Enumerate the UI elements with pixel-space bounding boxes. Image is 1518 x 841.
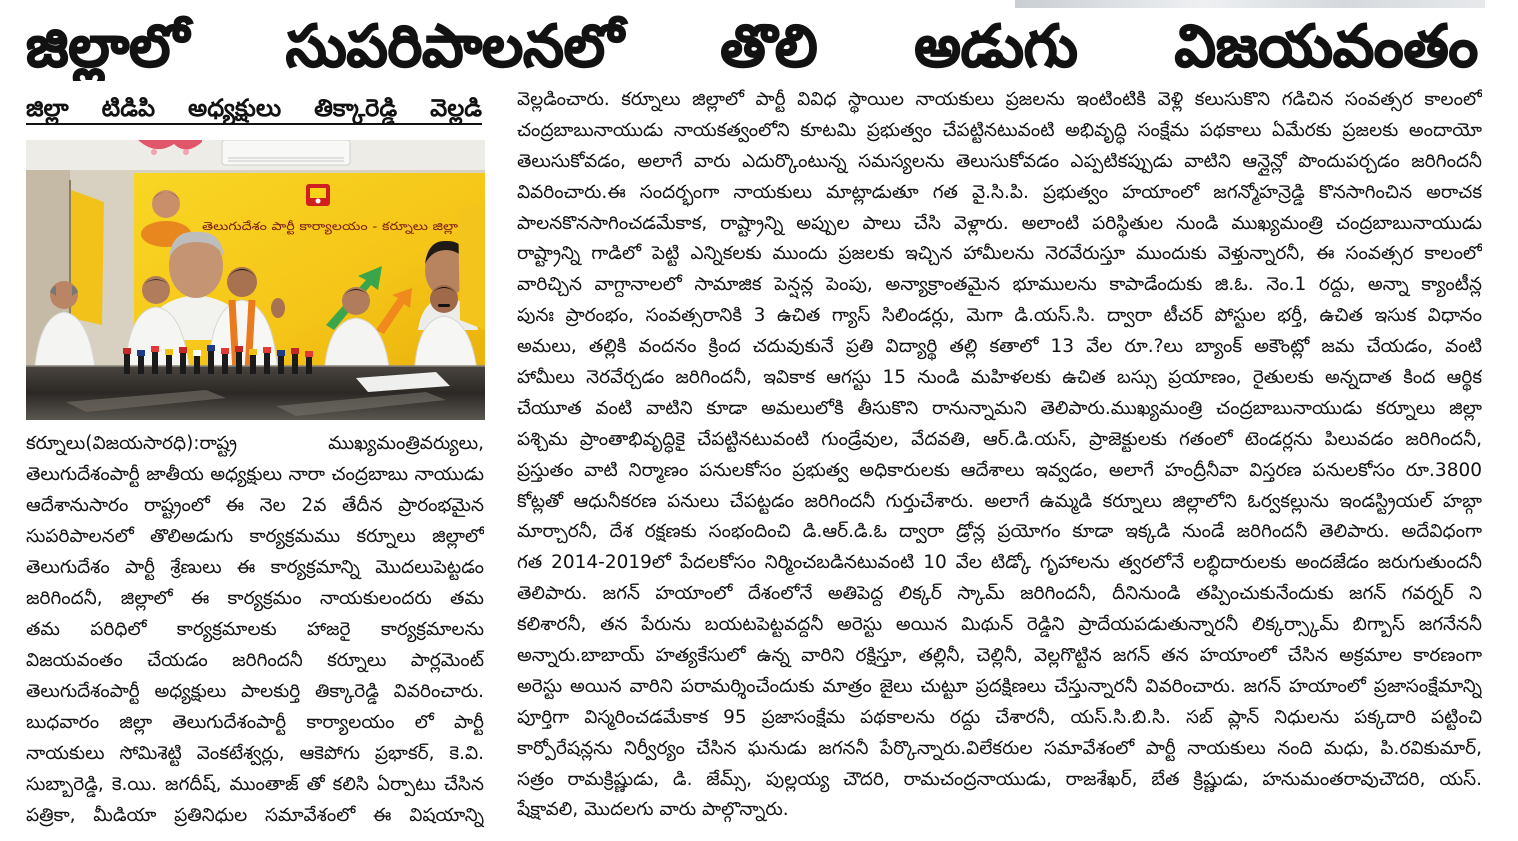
text-line-content: పునః ప్రారంభం, సంవత్సరానికి 3 ఉచిత గ్యాస్ సిలిండర్లు, మెగా డి.యస్.సి. ద్వారా టీచర్ పోస్టుల భర్తీ, ఉచిత ఇసుక విధానం [517, 305, 1482, 327]
microphone-cap [277, 350, 285, 356]
person-5-mustache [438, 304, 450, 307]
person-3-scarf-left [232, 300, 236, 372]
party-logo [306, 184, 330, 206]
text-line [517, 610, 1482, 641]
microphone [124, 352, 130, 374]
text-line [517, 579, 1482, 610]
text-line-content: అరెస్టు అయిన వారిని పరామర్శించేందుకు మాత్రం జైలు చుట్టూ ప్రదక్షిణలు చేస్తున్నారనీ వివరించారు. జగన్ హయాంలో ప్రజాసంక్షేమాన్ని [517, 675, 1482, 697]
microphone [278, 354, 284, 374]
text-line-content: ఆదేశానుసారం రాష్ట్రంలో ఈ నెల 2వ తేదీన ప్రారంభమైన [26, 495, 484, 516]
text-line-content: పత్రికా, మీడియా ప్రతినిధుల సమావేశంలో ఈ విషయాన్ని [26, 805, 484, 826]
text-line-content: బుధవారం జిల్లా తెలుగుదేశంపార్టీ కార్యాలయం లో పార్టీ [26, 712, 484, 733]
person-3-head [227, 267, 257, 297]
headline-text: జిల్లాలో సుపరిపాలనలో తొలి అడుగు విజయవంతం [26, 12, 1478, 80]
microphone-cap [165, 349, 173, 355]
person-4-head [342, 287, 370, 315]
microphone [208, 349, 214, 374]
text-line-content: చంద్రబాబునాయుడు నాయకత్వంలోని కూటమి ప్రభుత్వం చేపట్టినటువంటి అభివృద్ధి సంక్షేమ పథకాలు ఏమేరకు ప్రజలకు అందాయో [517, 119, 1482, 141]
microphone-cap [291, 348, 299, 354]
microphone [194, 354, 200, 374]
text-line [26, 645, 484, 676]
text-line [517, 85, 1482, 116]
text-line-content: పశ్చిమ ప్రాంతాభివృద్ధికై చేపట్టినటువంటి గుండ్రేవుల, వేదవతి, ఆర్.డి.యస్, ప్రాజెక్టులకు గతంలో టెండర్లను పిలువడం జరిగిందనీ, [517, 428, 1482, 450]
headline [26, 11, 1478, 81]
person-1-head [50, 281, 78, 309]
microphone [236, 350, 242, 374]
text-line [517, 487, 1482, 518]
microphone-cap [137, 350, 145, 356]
text-line [517, 147, 1482, 178]
text-line-content: అమలు, తల్లికి వందనం క్రింద చదువుకునే ప్రతి విద్యార్థి తల్లి కతాలో 13 వేల రూ.?లు బ్యాంక్ అకౌంట్లో జమ చేయడం, వంటి [517, 336, 1482, 358]
microphone [250, 353, 256, 374]
portrait-head [152, 190, 180, 218]
text-line [26, 676, 484, 707]
text-line-content: మార్చారనీ, దేశ రక్షణకు సంభందించి డి.ఆర్.డి.ఓ ద్వారా డ్రోన్ల ప్రయోగం కూడా ఇక్కడి నుండే జరిగిందనీ తెలిపారు. అదేవిధంగా [517, 521, 1482, 543]
text-line [517, 425, 1482, 456]
right-flag [458, 202, 485, 330]
text-line [517, 517, 1482, 548]
person-2-head [142, 276, 170, 304]
text-line-content: సుబ్బారెడ్డి, కె.యి. జగదీష్, ముంతాజ్ తో కలిసి ఏర్పాటు చేసిన [26, 774, 484, 795]
text-line [26, 614, 484, 645]
text-line [517, 795, 1482, 826]
text-line [26, 769, 484, 800]
text-line [517, 456, 1482, 487]
text-line-content: తెలుసుకోవడం, అలాగే వారు ఎదుర్కొంటున్న సమస్యలను తెలుసుకోవడం ఎప్పటికప్పుడు వాటిని ఆన్లైన్లో పొందుపర్చడం జరిగిందనీ [517, 150, 1482, 172]
text-line [26, 552, 484, 583]
text-line-content: షేక్షావలి, మొదలగు వారు పాల్గొన్నారు. [517, 799, 789, 821]
air-conditioner [222, 140, 350, 165]
text-line-content: కార్పోరేషన్లను నిర్వీర్యం చేసిన ఘనుడు జగననీ పేర్కొన్నారు.విలేకరుల సమావేశంలో పార్టీ నాయకులు నంది మధు, పి.రవికుమార్, [517, 737, 1482, 759]
text-line [26, 583, 484, 614]
text-line [517, 270, 1482, 301]
text-line-content: వివరించారు.ఈ సందర్భంగా నాయకులు మాట్లాడుతూ గత వై.సి.పి. ప్రభుత్వం హయాంలో జగన్మోహన్రెడ్డి కొనసాగించిన అరాచక [517, 181, 1482, 203]
text-line-content: జరిగిందనీ, జిల్లాలో ఈ కార్యక్రమం నాయకులందరు తమ [26, 588, 484, 609]
subheadline [26, 93, 482, 125]
text-line [517, 116, 1482, 147]
microphone-cap [151, 346, 159, 352]
microphone-cap [263, 347, 271, 353]
person-5-head [430, 285, 458, 313]
text-line [517, 703, 1482, 734]
text-line-content: ప్రస్తుతం వాటి నిర్మాణం పనులకోసం ప్రభుత్వ అధికారులకు ఆదేశాలు ఇవ్వడం, అలాగే హంద్రీనీవా విస్తరణ పనులకోసం రూ.3800 [517, 459, 1482, 481]
text-line-content: కలిశారనీ, తన పేరును బయటపెట్టవద్దనీ అరెస్టు అయిన మిథున్ రెడ్డిని ప్రాదేయపడుతున్నారనీ లిక్కర్స్కామ్ బిగ్బాస్ జగనేననీ [517, 614, 1482, 636]
text-line [26, 707, 484, 738]
text-line-content: తెలుగుదేశం పార్టీ శ్రేణులు ఈ కార్యక్రమాన్ని మొదలుపెట్టడం [26, 557, 484, 578]
text-line-content: కర్నూలు(విజయసారధి):రాష్ట్ర ముఖ్యమంత్రివర్యులు, [26, 433, 484, 454]
festoon-bead [151, 149, 157, 155]
text-line [517, 332, 1482, 363]
text-line [517, 548, 1482, 579]
text-line [517, 301, 1482, 332]
text-line-content: తెలుగుదేశంపార్టీ అధ్యక్షులు పాలకుర్తి తిక్కారెడ్డి వివరించారు. [26, 681, 484, 702]
text-line-content: సత్రం రామక్రిష్ణుడు, డి. జేమ్స్, పుల్లయ్య చౌదరి, రామచంద్రనాయుడు, రాజశేఖర్, బేత క్రిష్ణుడు, హనుమంతరావుచౌదరి, యస్. [517, 768, 1482, 790]
text-line [26, 459, 484, 490]
festoon-bead [183, 149, 189, 155]
microphone-cap [193, 350, 201, 356]
text-line-content: అన్నారు.బాబాయ్ హత్యకేసులో ఉన్న వారిని రక్షిస్తూ, తల్లినీ, చెల్లినీ, వెల్లగొట్టిన జగన్ తన హయాంలో చేసిన అక్రమాల కారణంగా [517, 645, 1482, 667]
flag-cloth [71, 190, 104, 325]
press-meet-photo-drawing [26, 140, 485, 420]
microphone [306, 355, 312, 374]
text-line-content: తెలిపారు. జగన్ హయాంలో దేశంలోనే అతిపెద్ద లిక్కర్ స్కామ్ జరిగిందనీ, దీనినుండి తప్పించుకునేందుకు జగన్ గవర్నర్ ని [517, 583, 1482, 605]
microphone [152, 350, 158, 374]
press-meet-photo [26, 140, 485, 420]
microphone [166, 353, 172, 374]
text-line-content: పాలనకొనసాగించడమేకాక, రాష్ట్రాన్ని అప్పుల పాలు చేసి వెళ్లారు. అలాంటి పరిస్థితుల నుండి ముఖ్యమంత్రి చంద్రబాబునాయుడు [517, 212, 1482, 234]
text-line-content: నాయకులు సోమిశెట్టి వెంకటేశ్వర్లు, ఆకెపోగు ప్రభాకర్, కె.వి. [26, 743, 484, 764]
text-line [26, 490, 484, 521]
microphone-cap [235, 346, 243, 352]
text-line-content: విజయవంతం చేయడం జరిగిందనీ కర్నూలు పార్లమెంట్ [26, 650, 484, 671]
microphone [180, 351, 186, 374]
microphone-cap [123, 348, 131, 354]
microphone [138, 354, 144, 374]
microphone-cap [305, 351, 313, 357]
text-line [517, 641, 1482, 672]
text-line-content: వారిచ్చిన వాగ్దానాలలో సామాజిక పెన్షన్ల పెంపు, అన్యాక్రాంతమైన భూములను కాపాడేందుకు జి.ఓ. నెం.1 రద్దు, అన్నా క్యాంటీన్ల [517, 274, 1482, 296]
person-3-raised-hand [271, 298, 285, 318]
text-line [517, 209, 1482, 240]
microphone [222, 352, 228, 374]
text-line [517, 394, 1482, 425]
banner-text: తెలుగుదేశం పార్టీ కార్యాలయం - కర్నూలు జిల్లా [202, 219, 408, 233]
text-line [517, 672, 1482, 703]
text-line-content: రాష్ట్రాన్ని గాడిలో పెట్టి ఎన్నికలకు ముందు ప్రజలకు ఇచ్చిన హామీలను నెరవేరుస్తూ ముందుకు వెళ్తున్నారనీ, ఈ సంవత్సర కాలంలో [517, 243, 1482, 265]
text-line [26, 738, 484, 769]
subheadline-text: జిల్లా టిడిపి అధ్యక్షులు తిక్కారెడ్డి వెల్లడి [26, 94, 482, 122]
right-column [517, 85, 1482, 826]
adjacent-photo-edge [1015, 0, 1485, 8]
text-line-content: సుపరిపాలనలో తొలిఅడుగు కార్యక్రమము కర్నూలు జిల్లాలో [26, 526, 484, 547]
left-column [26, 428, 484, 831]
text-line-content: తమ పరిధిలో కార్యక్రమాలకు హాజరై కార్యక్రమాలను [26, 619, 484, 640]
text-line [26, 428, 484, 459]
text-line [26, 521, 484, 552]
microphone-cap [179, 347, 187, 353]
logo-wheel [316, 199, 321, 204]
text-line-content: హామీలు నెరవేర్చడం జరిగిందనీ, ఇవికాక ఆగస్టు 15 నుండి మహిళలకు ఉచిత బస్సు ప్రయాణం, రైతులకు అన్నదాత కింద ఆర్థిక [517, 367, 1482, 389]
text-line-content: పూర్తిగా విస్మరించడమేకాక 95 ప్రజాసంక్షేమ పథకాలను రద్దు చేశారనీ, యస్.సి.బి.సి. సబ్ ప్లాన్ నిధులను పక్కదారి పట్టించి [517, 706, 1482, 728]
microphone-cap [207, 345, 215, 351]
text-line-content: కోట్లతో ఆధునీకరణ పనులు చేపట్టడం జరిగిందనీ గుర్తుచేశారు. అలాగే ఉమ్మడి కర్నూలు జిల్లాలోని ఓర్వకల్లును ఇండస్ట్రియల్ హబ్గా [517, 490, 1482, 512]
text-line-content: చేయూత వంటి వాటిని కూడా అమలులోకి తీసుకొని రానున్నామని తెలిపారు.ముఖ్యమంత్రి చంద్రబాబునాయుడు కర్నూలు జిల్లా [517, 397, 1482, 419]
text-line [517, 765, 1482, 796]
text-line-content: గత 2014-2019లో పేదలకోసం నిర్మించబడినటువంటి 10 వేల టిడ్కో గృహాలను త్వరలోనే లబ్ధిదారులకు అందజేడం జరుగుతుందనీ [517, 552, 1482, 574]
logo-inner [310, 188, 326, 198]
text-line-content: వెల్లడించారు. కర్నూలు జిల్లాలో పార్టీ వివిధ స్థాయిల నాయకులు ప్రజలను ఇంటింటికి వెళ్లి కలుసుకొని గడిచిన సంవత్సర కాలంలో [517, 89, 1482, 110]
text-line [517, 239, 1482, 270]
text-line [517, 178, 1482, 209]
microphone [292, 352, 298, 374]
text-line [517, 734, 1482, 765]
microphone [264, 351, 270, 374]
press-table [26, 366, 485, 420]
text-line-content: తెలుగుదేశంపార్టీ జాతీయ అధ్యక్షులు నారా చంద్రబాబు నాయుడు [26, 464, 484, 485]
text-line [517, 363, 1482, 394]
microphone-cap [249, 349, 257, 355]
microphone-cap [221, 348, 229, 354]
text-line [26, 800, 484, 831]
